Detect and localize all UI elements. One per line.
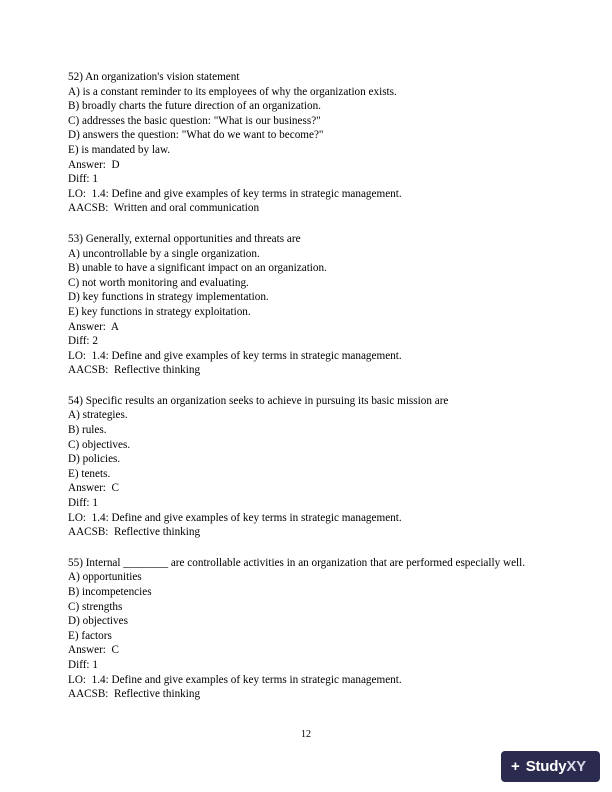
question-stem: 54) Specific results an organization seeks to achieve in pursuing its basic mission are	[68, 394, 449, 407]
question-stem: 55) Internal ________ are controllable activities in an organization that are performed especially well.	[68, 556, 526, 569]
question-option: E) factors	[68, 629, 112, 642]
question-learning-objective: LO: 1.4: Define and give examples of key terms in strategic management.	[68, 187, 402, 200]
question-learning-objective: LO: 1.4: Define and give examples of key terms in strategic management.	[68, 349, 402, 362]
question-option: B) rules.	[68, 424, 107, 437]
question-option: B) unable to have a significant impact on an organization.	[68, 262, 327, 275]
question-difficulty: Diff: 2	[68, 335, 98, 348]
question-answer: Answer: D	[68, 158, 120, 171]
question-option: A) opportunities	[68, 571, 142, 584]
question-item	[68, 232, 548, 378]
question-option: A) is a constant reminder to its employees of why the organization exists.	[68, 85, 397, 98]
question-option: D) objectives	[68, 615, 128, 628]
question-option: D) key functions in strategy implementation.	[68, 291, 269, 304]
question-stem: 52) An organization's vision statement	[68, 71, 240, 83]
plus-icon: +	[510, 758, 520, 775]
question-option: B) incompetencies	[68, 586, 152, 598]
question-item	[68, 556, 548, 702]
question-option: A) strategies.	[68, 409, 128, 422]
question-option: C) strengths	[68, 600, 123, 613]
page-number: 12	[301, 729, 311, 740]
question-aacsb: AACSB: Reflective thinking	[68, 526, 201, 539]
question-option: E) tenets.	[68, 467, 111, 480]
watermark-study-label: Study	[525, 758, 567, 775]
question-option: C) objectives.	[68, 438, 131, 451]
question-aacsb: AACSB: Reflective thinking	[68, 688, 201, 701]
question-option: E) key functions in strategy exploitation.	[68, 305, 251, 318]
question-answer: Answer: C	[68, 482, 119, 495]
watermark-xy-label: XY	[566, 758, 586, 775]
question-option: D) policies.	[68, 453, 121, 466]
question-difficulty: Diff: 1	[68, 173, 98, 186]
question-option: B) broadly charts the future direction of an organization.	[68, 100, 321, 113]
question-difficulty: Diff: 1	[68, 497, 98, 510]
question-list	[68, 70, 548, 718]
question-learning-objective: LO: 1.4: Define and give examples of key terms in strategic management.	[68, 511, 402, 524]
question-answer: Answer: A	[68, 320, 119, 333]
question-option: E) is mandated by law.	[68, 143, 171, 156]
question-option: C) addresses the basic question: "What is our business?"	[68, 114, 321, 127]
question-stem: 53) Generally, external opportunities and threats are	[68, 232, 301, 245]
question-aacsb: AACSB: Written and oral communication	[68, 202, 260, 215]
question-difficulty: Diff: 1	[68, 658, 98, 671]
watermark-text	[526, 758, 586, 775]
question-option: A) uncontrollable by a single organization.	[68, 247, 260, 260]
studyxy-watermark[interactable]	[501, 751, 600, 782]
question-option: D) answers the question: "What do we want to become?"	[68, 129, 324, 142]
question-option: C) not worth monitoring and evaluating.	[68, 276, 249, 289]
question-item	[68, 394, 548, 540]
question-answer: Answer: C	[68, 644, 119, 657]
question-aacsb: AACSB: Reflective thinking	[68, 364, 201, 377]
question-learning-objective: LO: 1.4: Define and give examples of key terms in strategic management.	[68, 673, 402, 686]
question-item	[68, 70, 548, 216]
